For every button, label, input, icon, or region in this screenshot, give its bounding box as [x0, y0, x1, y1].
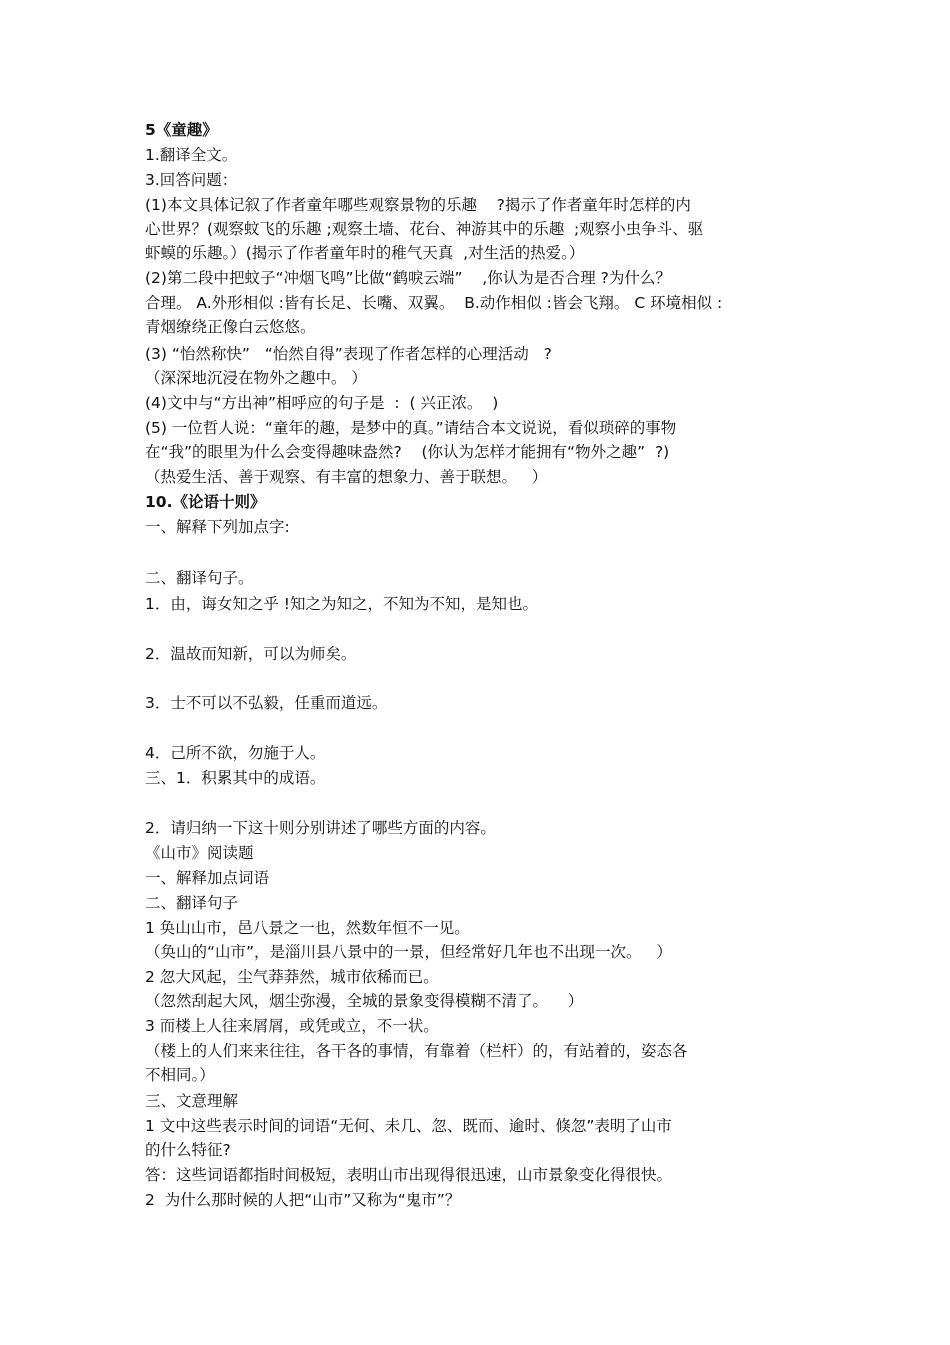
text-line: 1．由，诲女知之乎 !知之为知之，不知为不知，是知也。 — [145, 595, 539, 613]
text-line: 2 忽大风起，尘气莽莽然，城市依稀而已。 — [145, 968, 439, 986]
text-line: （忽然刮起大风，烟尘弥漫，全城的景象变得模糊不清了。 ） — [145, 992, 584, 1010]
text-line: 答：这些词语都指时间极短，表明山市出现得很迅速，山市景象变化得很快。 — [145, 1166, 673, 1184]
text-line: 4．己所不欲，勿施于人。 — [145, 744, 326, 762]
text-line: (5) 一位哲人说：“童年的趣，是梦中的真。”请结合本文说说，看似琐碎的事物 — [145, 419, 677, 437]
text-line: 的什么特征? — [145, 1141, 231, 1159]
text-line: (1)本文具体记叙了作者童年哪些观察景物的乐趣 ?揭示了作者童年时怎样的内 — [145, 196, 691, 214]
text-line: 2 为什么那时候的人把“山市”又称为“鬼市”？ — [145, 1191, 461, 1209]
text-line: 在“我”的眼里为什么会变得趣味盎然? (你认为怎样才能拥有“物外之趣” ?) — [145, 443, 670, 461]
text-line: 三、1．积累其中的成语。 — [145, 769, 326, 787]
text-line: 虾蟆的乐趣。）(揭示了作者童年时的稚气天真 ,对生活的热爱。） — [145, 244, 585, 262]
section-title-tongqu: 5《童趣》 — [145, 121, 218, 139]
text-line: (2)第二段中把蚊子“冲烟飞鸣”比做“鹤唳云端” ,你认为是否合理 ?为什么？ — [145, 269, 671, 287]
text-line: （深深地沉浸在物外之趣中。 ） — [145, 369, 367, 387]
text-line: 青烟缭绕正像白云悠悠。 — [145, 318, 316, 336]
text-line: 一、解释加点词语 — [145, 869, 270, 887]
text-line: 二、翻译句子。 — [145, 569, 254, 587]
text-line: 2．温故而知新，可以为师矣。 — [145, 645, 357, 663]
text-line: （楼上的人们来来往往，各干各的事情，有靠着（栏杆）的，有站着的，姿态各 — [145, 1042, 688, 1060]
text-line: 3．士不可以不弘毅，任重而道远。 — [145, 694, 388, 712]
text-line: 二、翻译句子 — [145, 894, 239, 912]
text-line: （奂山的“山市”，是淄川县八景中的一景，但经常好几年也不出现一次。 ） — [145, 943, 672, 961]
text-line: 1.翻译全文。 — [145, 146, 238, 164]
section-title-shanshi: 《山市》阅读题 — [145, 844, 254, 862]
text-line: (3) “怡然称快” “怡然自得”表现了作者怎样的心理活动 ? — [145, 345, 552, 363]
text-line: 1 文中这些表示时间的词语“无何、未几、忽、既而、逾时、倏忽”表明了山市 — [145, 1117, 672, 1135]
text-line: 三、文意理解 — [145, 1092, 239, 1110]
text-line: 合理。 A.外形相似 :皆有长足、长嘴、双翼。 B.动作相似 :皆会飞翔。 C 环境相似 : — [145, 294, 723, 312]
text-line: 心世界？(观察蚊飞的乐趣 ;观察土墙、花台、神游其中的乐趣 ;观察小虫争斗、驱 — [145, 220, 704, 238]
section-title-lunyu: 10.《论语十则》 — [145, 493, 266, 511]
text-line: 2．请归纳一下这十则分别讲述了哪些方面的内容。 — [145, 819, 496, 837]
text-line: 3 而楼上人往来屑屑，或凭或立，不一状。 — [145, 1017, 439, 1035]
text-line: 1 奂山山市，邑八景之一也，然数年恒不一见。 — [145, 919, 470, 937]
text-line: 3.回答问题： — [145, 171, 238, 189]
text-line: （热爱生活、善于观察、有丰富的想象力、善于联想。 ） — [145, 468, 548, 486]
text-line: 不相同。） — [145, 1066, 215, 1084]
text-line: (4)文中与“方出神”相呼应的句子是 : ( 兴正浓。 ) — [145, 394, 499, 412]
text-line: 一、解释下列加点字: — [145, 518, 290, 536]
